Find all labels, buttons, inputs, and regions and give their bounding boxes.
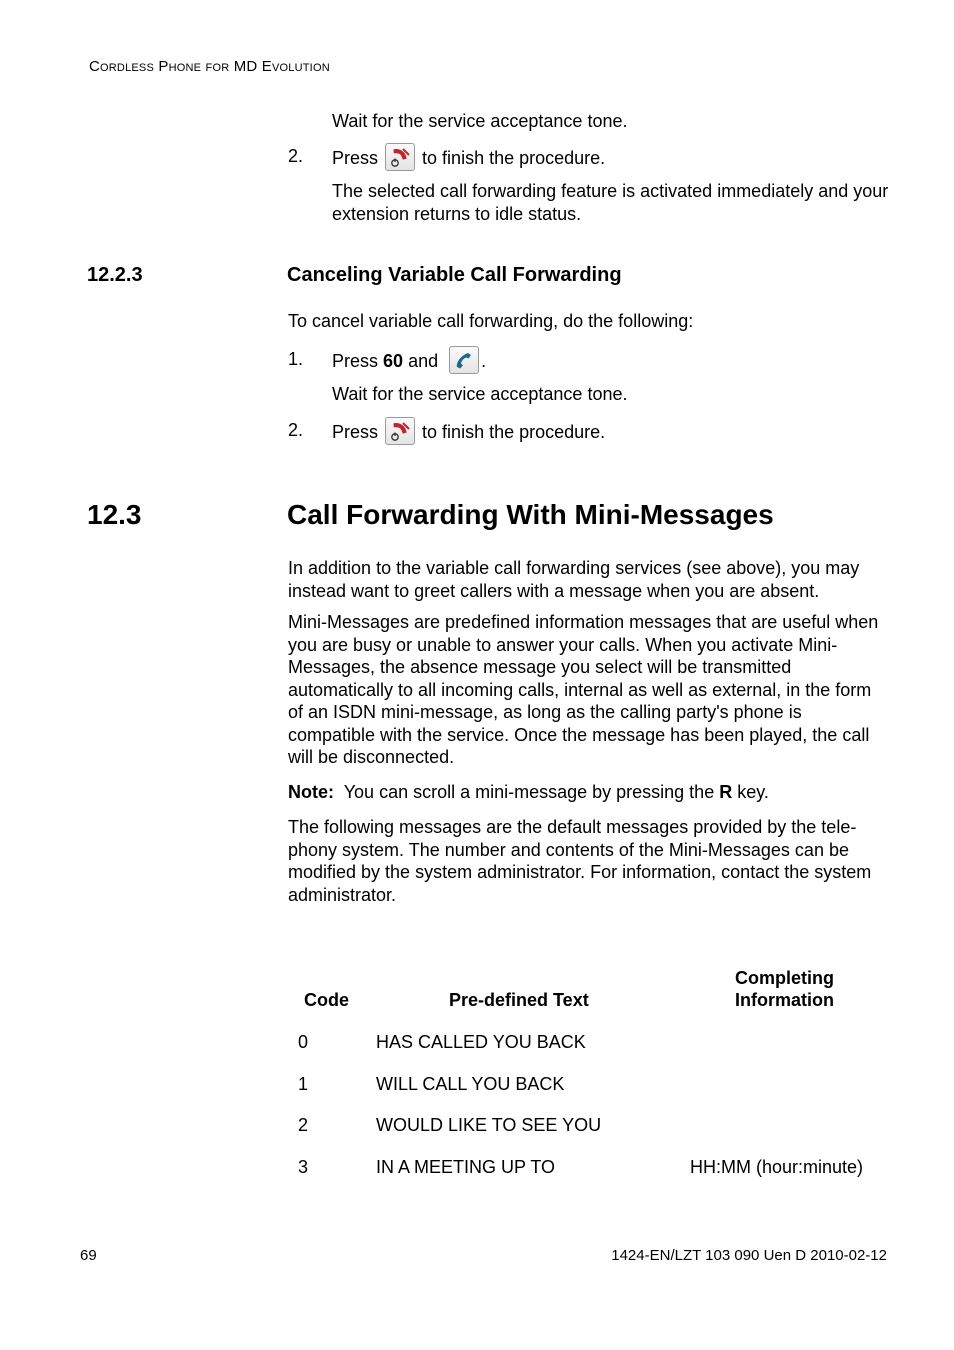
end-call-key (385, 417, 415, 445)
note-text-post: key. (737, 782, 769, 802)
mini-messages-table (288, 960, 908, 1190)
step-2-number: 2. (288, 146, 304, 166)
mini-messages-para-3: The following messages are the default messages provided by the tele-phony system. The number and contents of the Mini-Messages can be modified by the system administrator. For information, contact the system administrator. (288, 817, 872, 905)
table-cell-text: IN A MEETING UP TO (376, 1157, 556, 1177)
cancel-step-1-number: 1. (288, 349, 304, 369)
call-key (449, 346, 479, 374)
section-12-2-3-title: Canceling Variable Call Forwarding (287, 264, 622, 286)
note-line (288, 781, 769, 804)
table-cell-code: 0 (298, 1032, 309, 1052)
column-header-completing-information (735, 967, 834, 1011)
step-2-line (332, 145, 605, 173)
mini-messages-para-1: In addition to the variable call forwarding services (see above), you may instead want to greet callers with a message when you are absent. (288, 558, 860, 601)
cancel-step-2-line (332, 419, 605, 447)
cancel-step-2-number: 2. (288, 420, 304, 440)
column-header-info-line-1: Completing (735, 968, 834, 988)
note-key-r: R (719, 782, 733, 802)
document-id: 1424-EN/LZT 103 090 Uen D 2010-02-12 (611, 1247, 887, 1264)
note-text-pre: You can scroll a mini-message by pressing the (343, 782, 715, 802)
and-label: and (408, 350, 439, 371)
call-icon (451, 348, 477, 372)
table-cell-text: WILL CALL YOU BACK (376, 1074, 565, 1094)
cancel-intro-text: To cancel variable call forwarding, do the following: (288, 311, 694, 331)
press-label: Press (332, 350, 379, 371)
running-header-text: Cordless Phone for MD Evolution (89, 58, 330, 75)
finish-procedure-text: to finish the procedure. (422, 147, 606, 168)
end-call-key (385, 143, 415, 171)
table-cell-code: 2 (298, 1115, 309, 1135)
wait-tone-text: Wait for the service acceptance tone. (332, 111, 628, 131)
end-call-icon (387, 419, 413, 443)
section-12-3-number: 12.3 (87, 499, 142, 530)
note-label: Note: (288, 782, 334, 802)
column-header-info-line-2: Information (735, 990, 834, 1010)
table-cell-code: 1 (298, 1074, 309, 1094)
page-number: 69 (80, 1247, 97, 1264)
running-header (89, 58, 330, 75)
end-call-icon (387, 145, 413, 169)
mini-messages-para-2: Mini-Messages are predefined information messages that are useful when you are busy or unable to answer your calls. When you activate Mini-Messages, the absence message you select will be transmitted automatically to all incoming calls, internal as well as external, in the form of an ISDN mini-message, as long as the calling party's phone is compatible with the service. Once the message has been played, the call will be disconnected. (288, 612, 879, 767)
column-header-predefined-text: Pre-defined Text (449, 990, 589, 1010)
press-label: Press (332, 147, 379, 168)
section-12-2-3-number: 12.2.3 (87, 264, 143, 286)
table-cell-info: HH:MM (hour:minute) (690, 1157, 864, 1177)
table-cell-code: 3 (298, 1157, 309, 1177)
press-label: Press (332, 421, 379, 442)
column-header-code: Code (304, 990, 349, 1010)
section-12-3-title: Call Forwarding With Mini-Messages (287, 499, 774, 530)
step-1-period: . (481, 350, 487, 371)
cancel-step-1-line (332, 348, 486, 376)
activated-text: The selected call forwarding feature is activated immediately and your extension returns to idle status. (332, 181, 889, 224)
finish-procedure-text: to finish the procedure. (422, 421, 606, 442)
code-60: 60 (383, 350, 404, 371)
table-cell-text: HAS CALLED YOU BACK (376, 1032, 586, 1052)
cancel-wait-tone-text: Wait for the service acceptance tone. (332, 384, 628, 404)
table-cell-text: WOULD LIKE TO SEE YOU (376, 1115, 602, 1135)
